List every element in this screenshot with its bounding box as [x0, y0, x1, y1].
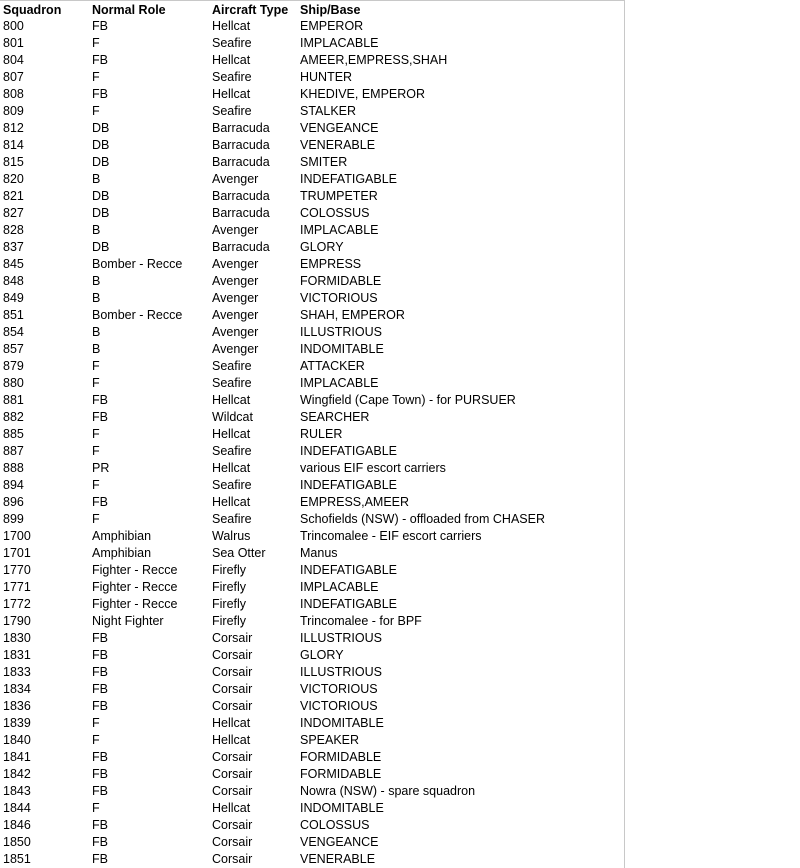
cell-normal-role: Bomber - Recce	[92, 257, 183, 271]
cell-normal-role: FB	[92, 818, 108, 832]
cell-normal-role: F	[92, 801, 100, 815]
cell-normal-role: F	[92, 512, 100, 526]
table-row	[3, 834, 627, 851]
table-row	[3, 698, 627, 715]
cell-squadron: 1851	[3, 852, 31, 866]
cell-squadron: 899	[3, 512, 24, 526]
table-row	[3, 613, 627, 630]
cell-normal-role: Amphibian	[92, 546, 152, 560]
cell-squadron: 1830	[3, 631, 31, 645]
cell-squadron: 1846	[3, 818, 31, 832]
table-row	[3, 290, 627, 307]
cell-ship-base: VICTORIOUS	[300, 699, 378, 713]
cell-squadron: 885	[3, 427, 24, 441]
cell-squadron: 845	[3, 257, 24, 271]
cell-normal-role: B	[92, 172, 101, 186]
cell-aircraft-type: Hellcat	[212, 87, 251, 101]
table-row	[3, 528, 627, 545]
cell-squadron: 1771	[3, 580, 31, 594]
cell-normal-role: B	[92, 274, 101, 288]
cell-ship-base: ATTACKER	[300, 359, 365, 373]
table-row	[3, 18, 627, 35]
table-row	[3, 375, 627, 392]
cell-squadron: 1836	[3, 699, 31, 713]
cell-normal-role: Amphibian	[92, 529, 152, 543]
cell-normal-role: F	[92, 716, 100, 730]
header-row	[3, 2, 627, 18]
cell-aircraft-type: Corsair	[212, 699, 253, 713]
cell-squadron: 854	[3, 325, 24, 339]
cell-aircraft-type: Barracuda	[212, 138, 270, 152]
cell-aircraft-type: Corsair	[212, 784, 253, 798]
table-row	[3, 120, 627, 137]
cell-aircraft-type: Corsair	[212, 648, 253, 662]
cell-normal-role: Fighter - Recce	[92, 580, 178, 594]
table-row	[3, 664, 627, 681]
table-row	[3, 273, 627, 290]
cell-squadron: 812	[3, 121, 24, 135]
table-row	[3, 817, 627, 834]
cell-squadron: 809	[3, 104, 24, 118]
cell-ship-base: IMPLACABLE	[300, 580, 379, 594]
cell-ship-base: VICTORIOUS	[300, 682, 378, 696]
cell-ship-base: COLOSSUS	[300, 206, 370, 220]
cell-squadron: 821	[3, 189, 24, 203]
cell-squadron: 804	[3, 53, 24, 67]
cell-normal-role: Bomber - Recce	[92, 308, 183, 322]
cell-squadron: 1833	[3, 665, 31, 679]
cell-aircraft-type: Barracuda	[212, 155, 270, 169]
table-row	[3, 86, 627, 103]
cell-squadron: 1850	[3, 835, 31, 849]
cell-aircraft-type: Firefly	[212, 614, 247, 628]
table-row	[3, 783, 627, 800]
cell-squadron: 882	[3, 410, 24, 424]
table-row	[3, 562, 627, 579]
cell-ship-base: ILLUSTRIOUS	[300, 665, 382, 679]
table-row	[3, 647, 627, 664]
cell-ship-base: INDEFATIGABLE	[300, 563, 398, 577]
cell-aircraft-type: Avenger	[212, 308, 259, 322]
table-row	[3, 358, 627, 375]
table-row	[3, 52, 627, 69]
cell-normal-role: Fighter - Recce	[92, 597, 178, 611]
cell-normal-role: DB	[92, 138, 110, 152]
cell-ship-base: INDEFATIGABLE	[300, 478, 398, 492]
cell-squadron: 851	[3, 308, 24, 322]
cell-aircraft-type: Firefly	[212, 563, 247, 577]
cell-aircraft-type: Corsair	[212, 631, 253, 645]
cell-normal-role: FB	[92, 53, 108, 67]
cell-squadron: 881	[3, 393, 24, 407]
table-row	[3, 307, 627, 324]
cell-normal-role: FB	[92, 699, 108, 713]
cell-aircraft-type: Seafire	[212, 376, 252, 390]
cell-aircraft-type: Seafire	[212, 104, 252, 118]
cell-aircraft-type: Corsair	[212, 818, 253, 832]
cell-normal-role: F	[92, 444, 100, 458]
table-row	[3, 511, 627, 528]
cell-ship-base: TRUMPETER	[300, 189, 378, 203]
cell-normal-role: B	[92, 325, 101, 339]
cell-squadron: 1831	[3, 648, 31, 662]
cell-normal-role: F	[92, 70, 100, 84]
cell-aircraft-type: Firefly	[212, 597, 247, 611]
cell-aircraft-type: Sea Otter	[212, 546, 266, 560]
table-row	[3, 341, 627, 358]
cell-squadron: 1841	[3, 750, 31, 764]
cell-normal-role: F	[92, 104, 100, 118]
cell-squadron: 1790	[3, 614, 31, 628]
cell-aircraft-type: Avenger	[212, 257, 259, 271]
cell-ship-base: EMPRESS	[300, 257, 362, 271]
cell-aircraft-type: Walrus	[212, 529, 251, 543]
cell-normal-role: B	[92, 291, 101, 305]
cell-aircraft-type: Hellcat	[212, 461, 251, 475]
cell-normal-role: FB	[92, 393, 108, 407]
cell-ship-base: FORMIDABLE	[300, 750, 382, 764]
table-row	[3, 324, 627, 341]
cell-squadron: 837	[3, 240, 24, 254]
cell-normal-role: DB	[92, 121, 110, 135]
cell-squadron: 808	[3, 87, 24, 101]
table-row	[3, 766, 627, 783]
cell-normal-role: FB	[92, 835, 108, 849]
cell-squadron: 1842	[3, 767, 31, 781]
cell-aircraft-type: Barracuda	[212, 240, 270, 254]
cell-aircraft-type: Seafire	[212, 70, 252, 84]
table-row	[3, 715, 627, 732]
cell-ship-base: SEARCHER	[300, 410, 370, 424]
cell-ship-base: FORMIDABLE	[300, 767, 382, 781]
cell-normal-role: DB	[92, 240, 110, 254]
cell-squadron: 1700	[3, 529, 31, 543]
cell-ship-base: SMITER	[300, 155, 348, 169]
table-row	[3, 426, 627, 443]
cell-ship-base: GLORY	[300, 648, 344, 662]
table-row	[3, 103, 627, 120]
cell-ship-base: Manus	[300, 546, 338, 560]
cell-aircraft-type: Barracuda	[212, 121, 270, 135]
cell-normal-role: FB	[92, 784, 108, 798]
cell-squadron: 894	[3, 478, 24, 492]
cell-ship-base: Wingfield (Cape Town) - for PURSUER	[300, 393, 516, 407]
cell-normal-role: FB	[92, 410, 108, 424]
cell-normal-role: FB	[92, 767, 108, 781]
table-row	[3, 596, 627, 613]
cell-ship-base: HUNTER	[300, 70, 353, 84]
cell-aircraft-type: Hellcat	[212, 495, 251, 509]
cell-aircraft-type: Firefly	[212, 580, 247, 594]
cell-squadron: 1840	[3, 733, 31, 747]
table-row	[3, 579, 627, 596]
cell-aircraft-type: Avenger	[212, 223, 259, 237]
cell-aircraft-type: Corsair	[212, 750, 253, 764]
cell-normal-role: FB	[92, 631, 108, 645]
table-row	[3, 681, 627, 698]
cell-squadron: 880	[3, 376, 24, 390]
table-row	[3, 137, 627, 154]
cell-ship-base: ILLUSTRIOUS	[300, 631, 382, 645]
cell-aircraft-type: Avenger	[212, 291, 259, 305]
cell-normal-role: F	[92, 478, 100, 492]
table-row	[3, 239, 627, 256]
cell-ship-base: Schofields (NSW) - offloaded from CHASER	[300, 512, 545, 526]
cell-normal-role: PR	[92, 461, 110, 475]
cell-squadron: 896	[3, 495, 24, 509]
table-row	[3, 443, 627, 460]
cell-normal-role: F	[92, 376, 100, 390]
cell-squadron: 1772	[3, 597, 31, 611]
table-row	[3, 800, 627, 817]
cell-normal-role: F	[92, 733, 100, 747]
cell-aircraft-type: Hellcat	[212, 427, 251, 441]
cell-squadron: 828	[3, 223, 24, 237]
table-row	[3, 171, 627, 188]
cell-normal-role: FB	[92, 19, 108, 33]
cell-squadron: 888	[3, 461, 24, 475]
cell-squadron: 857	[3, 342, 24, 356]
cell-normal-role: F	[92, 359, 100, 373]
cell-ship-base: FORMIDABLE	[300, 274, 382, 288]
cell-squadron: 1843	[3, 784, 31, 798]
cell-normal-role: FB	[92, 852, 108, 866]
table-row	[3, 392, 627, 409]
cell-ship-base: VENGEANCE	[300, 121, 379, 135]
cell-aircraft-type: Seafire	[212, 512, 252, 526]
cell-ship-base: INDEFATIGABLE	[300, 172, 398, 186]
table-row	[3, 256, 627, 273]
cell-squadron: 1770	[3, 563, 31, 577]
cell-squadron: 801	[3, 36, 24, 50]
table-row	[3, 460, 627, 477]
cell-aircraft-type: Hellcat	[212, 716, 251, 730]
cell-ship-base: Trincomalee - EIF escort carriers	[300, 529, 482, 543]
cell-ship-base: IMPLACABLE	[300, 223, 379, 237]
cell-ship-base: INDOMITABLE	[300, 716, 384, 730]
squadron-table	[3, 2, 627, 868]
cell-normal-role: FB	[92, 750, 108, 764]
cell-normal-role: FB	[92, 665, 108, 679]
cell-aircraft-type: Avenger	[212, 342, 259, 356]
cell-aircraft-type: Corsair	[212, 852, 253, 866]
cell-normal-role: FB	[92, 495, 108, 509]
cell-ship-base: GLORY	[300, 240, 344, 254]
cell-aircraft-type: Barracuda	[212, 206, 270, 220]
cell-ship-base: INDOMITABLE	[300, 801, 384, 815]
cell-squadron: 1701	[3, 546, 31, 560]
cell-aircraft-type: Wildcat	[212, 410, 253, 424]
cell-squadron: 879	[3, 359, 24, 373]
cell-ship-base: INDOMITABLE	[300, 342, 384, 356]
table-row	[3, 188, 627, 205]
cell-aircraft-type: Avenger	[212, 325, 259, 339]
header-normal-role: Normal Role	[92, 3, 166, 17]
cell-aircraft-type: Hellcat	[212, 19, 251, 33]
table-row	[3, 69, 627, 86]
table-row	[3, 630, 627, 647]
cell-aircraft-type: Hellcat	[212, 393, 251, 407]
table-row	[3, 35, 627, 52]
cell-normal-role: B	[92, 342, 101, 356]
cell-ship-base: KHEDIVE, EMPEROR	[300, 87, 426, 101]
header-squadron: Squadron	[3, 3, 62, 17]
table-row	[3, 545, 627, 562]
cell-squadron: 1839	[3, 716, 31, 730]
cell-squadron: 1844	[3, 801, 31, 815]
cell-ship-base: IMPLACABLE	[300, 376, 379, 390]
cell-squadron: 815	[3, 155, 24, 169]
cell-aircraft-type: Seafire	[212, 359, 252, 373]
cell-ship-base: VICTORIOUS	[300, 291, 378, 305]
cell-ship-base: RULER	[300, 427, 343, 441]
cell-aircraft-type: Corsair	[212, 682, 253, 696]
cell-ship-base: VENERABLE	[300, 138, 376, 152]
header-ship-base: Ship/Base	[300, 3, 361, 17]
cell-normal-role: DB	[92, 189, 110, 203]
cell-aircraft-type: Corsair	[212, 767, 253, 781]
cell-squadron: 807	[3, 70, 24, 84]
cell-aircraft-type: Hellcat	[212, 733, 251, 747]
cell-normal-role: F	[92, 36, 100, 50]
cell-ship-base: EMPEROR	[300, 19, 364, 33]
cell-normal-role: DB	[92, 155, 110, 169]
cell-normal-role: FB	[92, 682, 108, 696]
table-row	[3, 205, 627, 222]
cell-aircraft-type: Hellcat	[212, 801, 251, 815]
cell-ship-base: INDEFATIGABLE	[300, 597, 398, 611]
cell-normal-role: B	[92, 223, 101, 237]
cell-squadron: 849	[3, 291, 24, 305]
cell-ship-base: AMEER,EMPRESS,SHAH	[300, 53, 448, 67]
cell-normal-role: F	[92, 427, 100, 441]
cell-ship-base: IMPLACABLE	[300, 36, 379, 50]
cell-ship-base: VENGEANCE	[300, 835, 379, 849]
cell-normal-role: Fighter - Recce	[92, 563, 178, 577]
table-body	[3, 18, 627, 868]
cell-aircraft-type: Hellcat	[212, 53, 251, 67]
cell-squadron: 814	[3, 138, 24, 152]
table-row	[3, 477, 627, 494]
cell-squadron: 820	[3, 172, 24, 186]
cell-normal-role: FB	[92, 87, 108, 101]
cell-ship-base: STALKER	[300, 104, 357, 118]
cell-normal-role: FB	[92, 648, 108, 662]
cell-aircraft-type: Seafire	[212, 444, 252, 458]
cell-aircraft-type: Avenger	[212, 172, 259, 186]
table-row	[3, 494, 627, 511]
cell-aircraft-type: Corsair	[212, 665, 253, 679]
cell-ship-base: COLOSSUS	[300, 818, 370, 832]
cell-squadron: 827	[3, 206, 24, 220]
cell-normal-role: DB	[92, 206, 110, 220]
cell-ship-base: SPEAKER	[300, 733, 360, 747]
cell-squadron: 887	[3, 444, 24, 458]
cell-aircraft-type: Barracuda	[212, 189, 270, 203]
table-row	[3, 154, 627, 171]
table-row	[3, 222, 627, 239]
cell-squadron: 800	[3, 19, 24, 33]
cell-aircraft-type: Avenger	[212, 274, 259, 288]
cell-squadron: 848	[3, 274, 24, 288]
cell-aircraft-type: Seafire	[212, 36, 252, 50]
cell-ship-base: various EIF escort carriers	[300, 461, 446, 475]
cell-ship-base: Nowra (NSW) - spare squadron	[300, 784, 476, 798]
cell-ship-base: SHAH, EMPEROR	[300, 308, 405, 322]
cell-ship-base: EMPRESS,AMEER	[300, 495, 410, 509]
table-row	[3, 732, 627, 749]
table-row	[3, 749, 627, 766]
table-row	[3, 851, 627, 868]
cell-aircraft-type: Seafire	[212, 478, 252, 492]
cell-ship-base: VENERABLE	[300, 852, 376, 866]
cell-aircraft-type: Corsair	[212, 835, 253, 849]
cell-ship-base: ILLUSTRIOUS	[300, 325, 382, 339]
header-aircraft-type: Aircraft Type	[212, 3, 289, 17]
table-row	[3, 409, 627, 426]
cell-squadron: 1834	[3, 682, 31, 696]
cell-ship-base: INDEFATIGABLE	[300, 444, 398, 458]
cell-normal-role: Night Fighter	[92, 614, 164, 628]
cell-ship-base: Trincomalee - for BPF	[300, 614, 422, 628]
